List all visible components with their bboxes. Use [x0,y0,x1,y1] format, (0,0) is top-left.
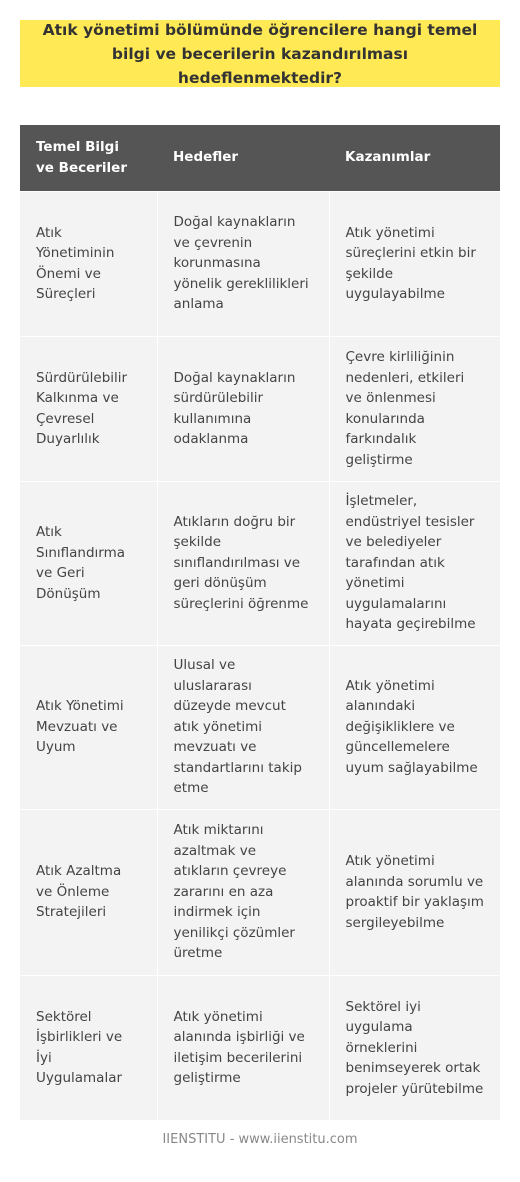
footer-credit: IIENSTITU - www.iienstitu.com [162,1132,358,1147]
table-row [20,336,500,481]
cell-goal: Doğal kaynakların sürdürülebilir kullanımına odaklanma [157,336,329,481]
table-row [20,975,500,1120]
table-header-row [20,125,500,191]
table-row [20,191,500,336]
header-outcomes: Kazanımlar [329,125,500,191]
cell-outcome: Atık yönetimi alanında sorumlu ve proaktif bir yaklaşım sergileyebilme [329,809,500,975]
cell-goal: Atıkların doğru bir şekilde sınıflandırılması ve geri dönüşüm süreçlerini öğrenme [157,481,329,645]
table-row [20,809,500,975]
cell-skill: Sürdürülebilir Kalkınma ve Çevresel Duyarlılık [20,336,157,481]
cell-goal: Atık yönetimi alanında işbirliği ve iletişim becerilerini geliştirme [157,975,329,1120]
header-skills: Temel Bilgi ve Beceriler [20,125,157,191]
skills-table [20,125,500,1120]
cell-goal: Doğal kaynakların ve çevrenin korunmasına yönelik gereklilikleri anlama [157,191,329,336]
page-title: Atık yönetimi bölümünde öğrencilere hangi temel bilgi ve becerilerin kazandırılması hedeflenmektedir? [20,20,500,87]
cell-skill: Atık Yönetimi Mevzuatı ve Uyum [20,645,157,809]
cell-skill: Atık Sınıflandırma ve Geri Dönüşüm [20,481,157,645]
cell-outcome: Çevre kirliliğinin nedenleri, etkileri ve önlenmesi konularında farkındalık geliştirme [329,336,500,481]
table-row [20,645,500,809]
cell-outcome: İşletmeler, endüstriyel tesisler ve belediyeler tarafından atık yönetimi uygulamalarını hayata geçirebilme [329,481,500,645]
cell-goal: Atık miktarını azaltmak ve atıkların çevreye zararını en aza indirmek için yenilikçi çözümler üretme [157,809,329,975]
cell-skill: Atık Azaltma ve Önleme Stratejileri [20,809,157,975]
table-row [20,481,500,645]
cell-goal: Ulusal ve uluslararası düzeyde mevcut atık yönetimi mevzuatı ve standartlarını takip etme [157,645,329,809]
cell-outcome: Sektörel iyi uygulama örneklerini benimseyerek ortak projeler yürütebilme [329,975,500,1120]
header-goals: Hedefler [157,125,329,191]
cell-skill: Sektörel İşbirlikleri ve İyi Uygulamalar [20,975,157,1120]
cell-outcome: Atık yönetimi süreçlerini etkin bir şekilde uygulayabilme [329,191,500,336]
cell-outcome: Atık yönetimi alanındaki değişikliklere ve güncellemelere uyum sağlayabilme [329,645,500,809]
cell-skill: Atık Yönetiminin Önemi ve Süreçleri [20,191,157,336]
